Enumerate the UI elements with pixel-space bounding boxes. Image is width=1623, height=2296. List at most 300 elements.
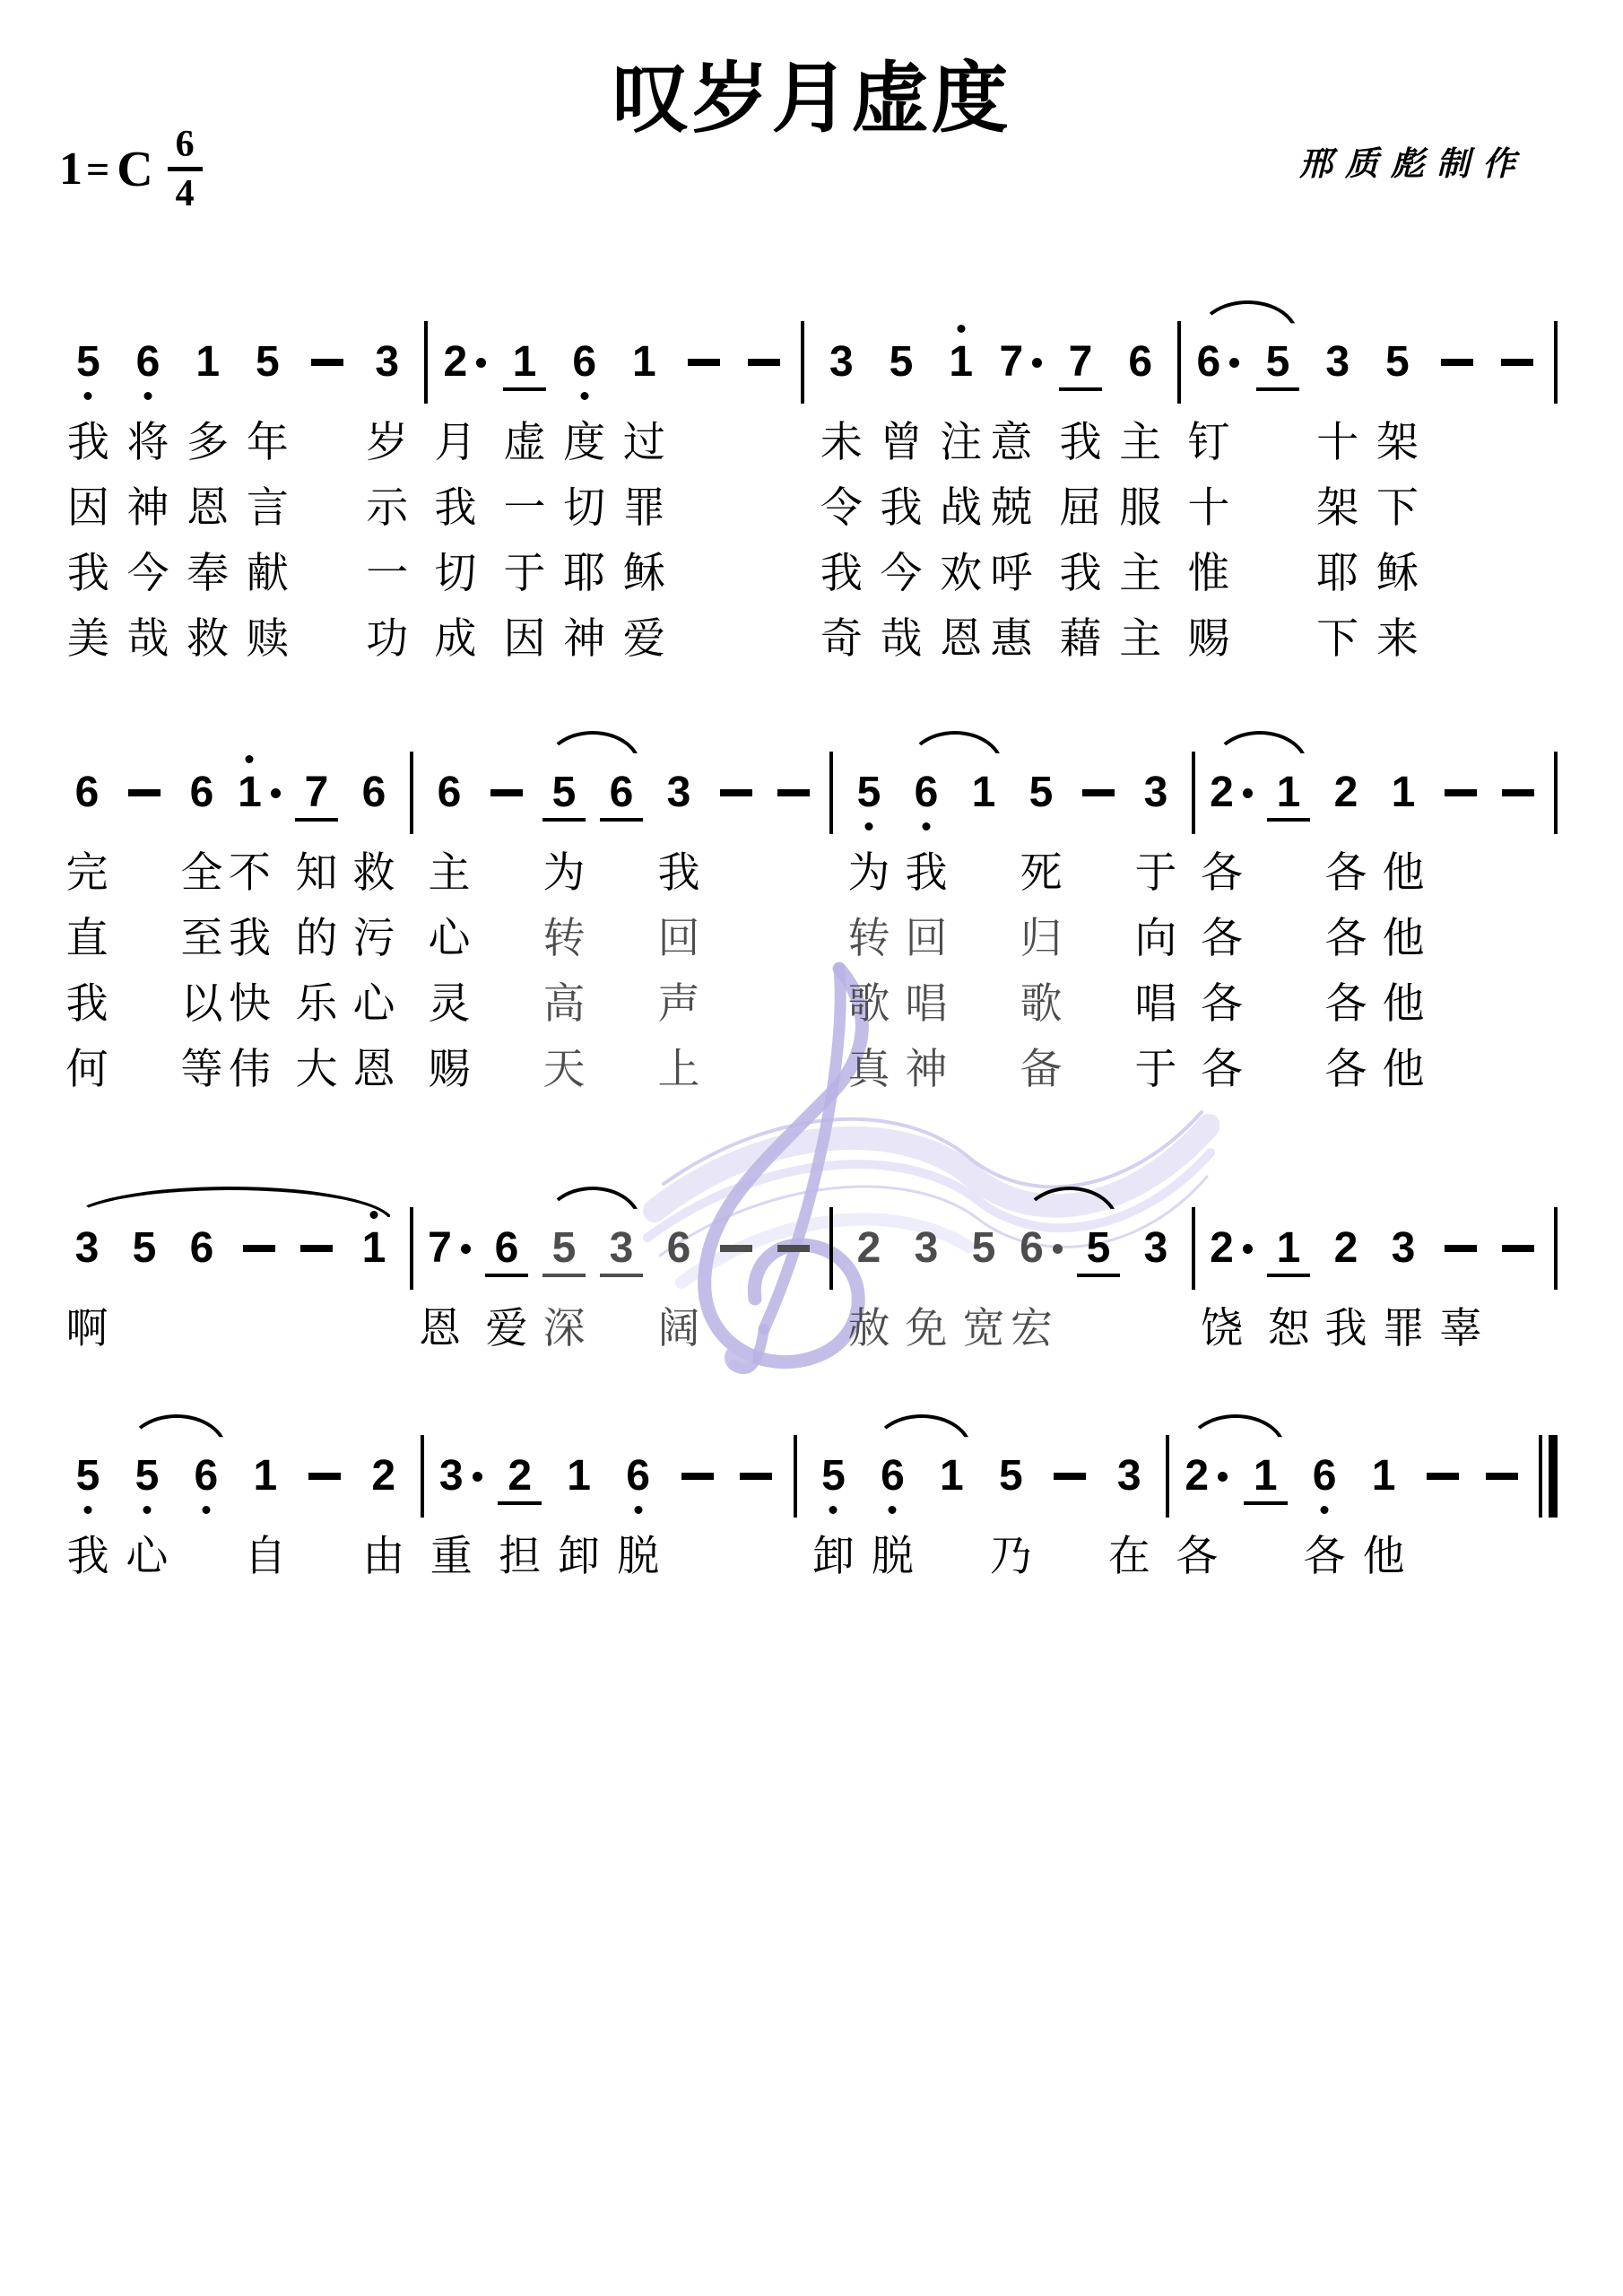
note-digit: 5: [135, 1455, 160, 1498]
lyric-char: 歌: [847, 979, 890, 1027]
lyric-char: 兢: [990, 483, 1033, 531]
dash-token: [765, 763, 822, 822]
lyric-char: 乃: [989, 1532, 1032, 1579]
lyric-char: 美: [66, 614, 109, 662]
lyric-char: 于: [1134, 848, 1177, 896]
lyric-char: 神: [126, 483, 169, 531]
lyric-char: 卸: [812, 1532, 855, 1579]
lyric-char: 各: [1200, 1045, 1243, 1092]
lyric-char: 高: [542, 979, 586, 1027]
dash-token: [1489, 763, 1547, 822]
lyric-char: 钉: [1187, 418, 1230, 465]
note-token: [650, 763, 707, 822]
meter-upper: 6: [168, 126, 203, 171]
notes-row: [58, 743, 1565, 843]
lyric-char: 藉: [1059, 614, 1102, 662]
lyric-char: 我: [1324, 1304, 1367, 1352]
lyric-char: 各: [1200, 914, 1243, 961]
lyric-char: 切: [434, 549, 477, 596]
augmentation-dot: [1218, 1472, 1228, 1482]
note-digit: 6: [189, 769, 214, 816]
barline: [1554, 752, 1558, 834]
lyric-char: 快: [228, 979, 271, 1027]
lyric-char: 奇: [820, 614, 863, 662]
lyric-char: 各: [1303, 1532, 1346, 1579]
lyric-char: 罪: [622, 483, 665, 531]
lyrics-row-verse-2: [58, 478, 1565, 544]
note-group: [1202, 1219, 1547, 1278]
lyric-char: 稣: [1376, 549, 1419, 596]
note-digit: 6: [494, 1224, 519, 1272]
note-digit: 6: [361, 769, 386, 816]
note-token: [1127, 1219, 1185, 1278]
dash-token: [1432, 763, 1489, 822]
note-token: [238, 333, 298, 392]
barline: [1554, 1207, 1558, 1290]
note-digit: 6: [1128, 338, 1153, 386]
lyric-char: 未: [820, 418, 863, 465]
lyrics-row-verse-1: [58, 843, 1565, 909]
note-token: [173, 763, 230, 822]
barline: [1192, 752, 1195, 834]
note-digit: 1: [1276, 769, 1301, 816]
augmentation-dot: [461, 1244, 471, 1254]
lyric-char: 他: [1382, 848, 1425, 896]
duration-dash: [1502, 789, 1534, 796]
barline: [1177, 321, 1181, 404]
note-group: [981, 1447, 1159, 1506]
note-token: [1367, 333, 1428, 392]
note-group: [1012, 763, 1185, 822]
lyric-char: 污: [352, 914, 395, 961]
note-digit: 6: [1020, 1224, 1044, 1272]
augmentation-dot: [476, 358, 486, 368]
note-token: [58, 333, 118, 392]
note-digit: 5: [551, 769, 577, 816]
dash-token: [1040, 1447, 1099, 1506]
dash-token: [765, 1219, 822, 1278]
lyric-char: 多: [187, 418, 230, 465]
duration-dash: [740, 1473, 772, 1480]
lyric-char: 卸: [558, 1532, 601, 1579]
lyric-char: 辜: [1439, 1304, 1482, 1352]
note-token: [1317, 763, 1375, 822]
music-system-3: [58, 1198, 1565, 1364]
lyric-char: 在: [1107, 1532, 1150, 1579]
lyric-char: 免: [905, 1304, 948, 1352]
lyric-char: 他: [1382, 914, 1425, 961]
note-token: [1099, 1447, 1159, 1506]
duration-dash: [1427, 1473, 1459, 1480]
lyric-char: 宏: [1010, 1304, 1053, 1352]
lyric-char: 他: [1362, 1532, 1405, 1579]
note-digit: 6: [1313, 1455, 1337, 1498]
note-digit: 1: [1276, 1224, 1301, 1272]
duration-dash: [1486, 1473, 1518, 1480]
lyric-char: 赎: [246, 614, 289, 662]
note-digit: 3: [1143, 1224, 1168, 1272]
note-digit: 3: [666, 769, 691, 816]
lyric-char: 赐: [1187, 614, 1230, 662]
note-digit: 1: [253, 1452, 278, 1500]
lyric-char: 一: [366, 549, 409, 596]
lyric-char: 哉: [126, 614, 169, 662]
lyric-char: 我: [66, 549, 109, 596]
meter-lower: 4: [175, 173, 195, 214]
dash-token: [230, 1219, 288, 1278]
lyric-char: 为: [847, 848, 890, 896]
lyric-char: 耶: [1316, 549, 1359, 596]
slur-group: [1176, 1447, 1295, 1506]
lyric-char: 月: [434, 418, 477, 465]
note-digit: 1: [971, 769, 996, 816]
lyric-char: 意: [990, 418, 1033, 465]
note-digit: 6: [572, 341, 596, 384]
note-digit: 3: [1116, 1452, 1141, 1500]
note-token: [1354, 1447, 1413, 1506]
note-token: [1012, 763, 1070, 822]
note-token: [1317, 1219, 1375, 1278]
lyric-char: 直: [65, 914, 108, 961]
lyric-char: 灵: [428, 979, 471, 1027]
note-token: [614, 333, 674, 392]
barline: [1192, 1207, 1195, 1290]
note-token: [478, 1219, 535, 1278]
note-digit: 6: [74, 769, 100, 816]
lyric-char: 他: [1382, 1045, 1425, 1092]
lyric-char: 度: [563, 418, 606, 465]
note-token: [535, 763, 593, 822]
lyric-char: 主: [1119, 614, 1162, 662]
note-token: [1236, 1447, 1295, 1506]
lyric-char: 大: [295, 1045, 338, 1092]
octave-dot-below: [889, 1506, 897, 1514]
lyric-char: 等: [180, 1045, 223, 1092]
note-digit: 2: [508, 1452, 533, 1500]
lyric-char: 以: [180, 979, 223, 1027]
note-digit: 7: [999, 338, 1024, 386]
note-token: [117, 1447, 177, 1506]
lyric-char: 各: [1324, 848, 1367, 896]
note-group: [58, 333, 417, 392]
note-token: [593, 1219, 650, 1278]
lyric-char: 我: [66, 418, 109, 465]
lyric-char: 各: [1324, 1045, 1367, 1092]
music-system-4: [58, 1426, 1565, 1592]
lyric-char: 哉: [880, 614, 923, 662]
note-group: [435, 333, 794, 392]
note-token: [840, 1219, 898, 1278]
credit: 邢质彪制作: [1299, 146, 1528, 183]
duration-dash: [1445, 789, 1477, 796]
barline: [1166, 1435, 1169, 1518]
dash-token: [1432, 1219, 1489, 1278]
note-token: [58, 1219, 116, 1278]
augmentation-dot: [271, 788, 281, 798]
lyric-char: 恩: [940, 614, 983, 662]
note-digit: 7: [304, 769, 329, 816]
note-group: [58, 1447, 117, 1506]
duration-dash: [777, 1245, 810, 1252]
lyric-char: 因: [66, 483, 109, 531]
duration-dash: [748, 359, 780, 366]
note-digit: 2: [443, 338, 468, 386]
note-token: [1248, 333, 1308, 392]
note-digit: 2: [371, 1452, 396, 1500]
duration-dash: [1445, 1245, 1477, 1252]
octave-dot-below: [864, 822, 872, 831]
barline: [829, 752, 833, 834]
augmentation-dot: [1032, 358, 1042, 368]
duration-dash: [1082, 789, 1115, 796]
lyric-char: 今: [880, 549, 923, 596]
barline: [421, 1435, 424, 1518]
lyric-char: 各: [1176, 1532, 1219, 1579]
lyric-char: 为: [542, 848, 586, 896]
note-digit: 3: [74, 1224, 100, 1272]
lyric-char: 歌: [1020, 979, 1063, 1027]
note-token: [431, 1447, 490, 1506]
lyric-char: 我: [65, 979, 108, 1027]
note-digit: 6: [195, 1455, 219, 1498]
note-token: [1012, 1219, 1070, 1278]
lyric-char: 架: [1316, 483, 1359, 531]
lyric-char: 唱: [1134, 979, 1177, 1027]
slur-group: [1202, 763, 1317, 822]
lyric-char: 声: [657, 979, 700, 1027]
barline: [1554, 321, 1558, 404]
duration-dash: [777, 789, 810, 796]
lyric-char: 成: [434, 614, 477, 662]
lyric-char: 啊: [65, 1304, 108, 1352]
note-token: [173, 1219, 230, 1278]
note-token: [1295, 1447, 1354, 1506]
note-digit: 7: [428, 1224, 452, 1272]
dash-token: [674, 333, 734, 392]
duration-dash: [128, 789, 161, 796]
lyric-char: 言: [246, 483, 289, 531]
equals-sign: =: [86, 145, 110, 192]
note-digit: 1: [1253, 1452, 1278, 1500]
note-digit: 5: [132, 1224, 157, 1272]
note-token: [991, 333, 1051, 392]
duration-dash: [1054, 1473, 1086, 1480]
note-group: [431, 1447, 786, 1506]
duration-dash: [243, 1245, 275, 1252]
slur-group: [535, 763, 650, 822]
note-token: [1375, 1219, 1432, 1278]
note-token: [345, 1219, 403, 1278]
note-token: [898, 763, 955, 822]
lyric-char: 我: [434, 483, 477, 531]
note-digit: 3: [1143, 769, 1168, 816]
note-digit: 2: [1210, 769, 1234, 816]
lyric-char: 一: [503, 483, 546, 531]
barline: [410, 1207, 413, 1290]
lyric-char: 转: [847, 914, 890, 961]
lyric-char: 欢: [940, 549, 983, 596]
lyric-char: 回: [657, 914, 700, 961]
lyric-char: 脱: [871, 1532, 914, 1579]
dash-token: [1070, 763, 1127, 822]
note-token: [1127, 763, 1185, 822]
music-system-2: [58, 743, 1565, 1105]
duration-dash: [1501, 359, 1533, 366]
note-digit: 5: [76, 341, 100, 384]
note-digit: 2: [856, 1224, 881, 1272]
lyric-char: 奉: [187, 549, 230, 596]
lyrics-row-verse-4: [58, 1039, 1565, 1105]
note-digit: 1: [940, 1452, 964, 1500]
lyric-char: 向: [1134, 914, 1177, 961]
note-token: [1051, 333, 1111, 392]
note-token: [535, 1219, 593, 1278]
lyric-char: 各: [1324, 979, 1367, 1027]
lyric-char: 岁: [366, 418, 409, 465]
lyric-char: 我: [228, 914, 271, 961]
duration-dash: [1502, 1245, 1534, 1252]
note-token: [357, 333, 417, 392]
lyric-char: 恩: [352, 1045, 395, 1092]
lyric-char: 各: [1324, 914, 1367, 961]
lyric-char: 天: [542, 1045, 586, 1092]
note-token: [863, 1447, 922, 1506]
lyric-char: 献: [246, 549, 289, 596]
note-group: [236, 1447, 413, 1506]
music-system-1: [58, 312, 1565, 674]
note-token: [981, 1447, 1040, 1506]
note-digit: 1: [195, 338, 221, 386]
note-digit: 5: [821, 1455, 846, 1498]
dash-token: [295, 1447, 354, 1506]
dash-token: [733, 333, 794, 392]
notes-row: [58, 312, 1565, 413]
note-token: [354, 1447, 413, 1506]
lyric-char: 下: [1376, 483, 1419, 531]
note-token: [898, 1219, 955, 1278]
note-digit: 5: [1028, 769, 1054, 816]
dash-token: [1487, 333, 1547, 392]
notes-row: [58, 1426, 1565, 1526]
note-token: [872, 333, 932, 392]
note-digit: 3: [914, 1224, 939, 1272]
lyric-char: 各: [1200, 848, 1243, 896]
barline: [829, 1207, 833, 1290]
dash-token: [668, 1447, 727, 1506]
octave-dot-below: [580, 392, 588, 400]
note-digit: 6: [626, 1455, 650, 1498]
note-group: [650, 1219, 822, 1278]
lyric-char: 上: [657, 1045, 700, 1092]
lyric-char: 由: [362, 1532, 405, 1579]
note-digit: 2: [1185, 1452, 1210, 1500]
lyric-char: 过: [622, 418, 665, 465]
note-group: [804, 1447, 864, 1506]
dash-token: [1472, 1447, 1532, 1506]
lyric-char: 于: [1134, 1045, 1177, 1092]
slur-group: [863, 1447, 981, 1506]
note-digit: 5: [256, 338, 280, 386]
dash-token: [1489, 1219, 1547, 1278]
octave-dot-below: [143, 1506, 151, 1514]
note-digit: 5: [1265, 338, 1290, 386]
slur-group: [898, 763, 1012, 822]
dash-token: [298, 333, 358, 392]
note-digit: 6: [609, 769, 634, 816]
augmentation-dot: [473, 1472, 482, 1482]
lyric-char: 宽: [962, 1304, 1005, 1352]
lyric-char: 服: [1119, 483, 1162, 531]
note-token: [177, 1447, 236, 1506]
lyric-char: 爱: [622, 614, 665, 662]
note-group: [650, 763, 822, 822]
octave-dot-below: [202, 1506, 210, 1514]
lyric-char: 担: [499, 1532, 542, 1579]
lyric-char: 爱: [485, 1304, 528, 1352]
lyric-char: 死: [1020, 848, 1063, 896]
note-token: [922, 1447, 981, 1506]
note-digit: 6: [189, 1224, 214, 1272]
lyric-char: 他: [1382, 979, 1425, 1027]
note-token: [1176, 1447, 1236, 1506]
augmentation-dot: [1243, 1244, 1253, 1254]
key-letter: C: [117, 141, 153, 197]
lyric-char: 我: [66, 1532, 109, 1579]
lyrics-row-verse-3: [58, 974, 1565, 1039]
note-token: [178, 333, 238, 392]
lyric-char: 十: [1187, 483, 1230, 531]
note-group: [840, 763, 898, 822]
lyric-char: 呼: [990, 549, 1033, 596]
barline: [794, 1435, 797, 1518]
octave-dot-below: [84, 392, 92, 400]
note-token: [236, 1447, 295, 1506]
lyric-char: 将: [126, 418, 169, 465]
lyric-char: 我: [880, 483, 923, 531]
note-token: [1307, 333, 1367, 392]
note-token: [490, 1447, 550, 1506]
lyric-char: 恩: [187, 483, 230, 531]
lyric-char: 重: [430, 1532, 473, 1579]
lyric-char: 我: [1059, 418, 1102, 465]
lyric-char: 不: [228, 848, 271, 896]
augmentation-dot: [1053, 1244, 1063, 1254]
note-digit: 5: [551, 1224, 577, 1272]
lyric-char: 虚: [503, 418, 546, 465]
lyric-char: 心: [428, 914, 471, 961]
note-group: [812, 333, 1170, 392]
note-digit: 5: [1384, 338, 1410, 386]
note-group: [1317, 763, 1547, 822]
lyric-char: 切: [563, 483, 606, 531]
barline: [424, 321, 428, 404]
lyric-char: 架: [1376, 418, 1419, 465]
note-digit: 1: [362, 1227, 386, 1270]
lyrics-row-verse-1: [58, 413, 1565, 478]
song-title: 叹岁月虚度: [612, 56, 1011, 142]
note-token: [609, 1447, 668, 1506]
note-digit: 5: [999, 1452, 1023, 1500]
octave-dot-below: [922, 822, 930, 831]
lyric-char: 归: [1020, 914, 1063, 961]
note-token: [1070, 1219, 1127, 1278]
lyrics-row-verse-4: [58, 609, 1565, 674]
lyric-char: 何: [65, 1045, 108, 1092]
augmentation-dot: [1243, 788, 1253, 798]
lyric-char: 主: [428, 848, 471, 896]
note-digit: 5: [1086, 1224, 1111, 1272]
note-digit: 7: [1068, 338, 1093, 386]
